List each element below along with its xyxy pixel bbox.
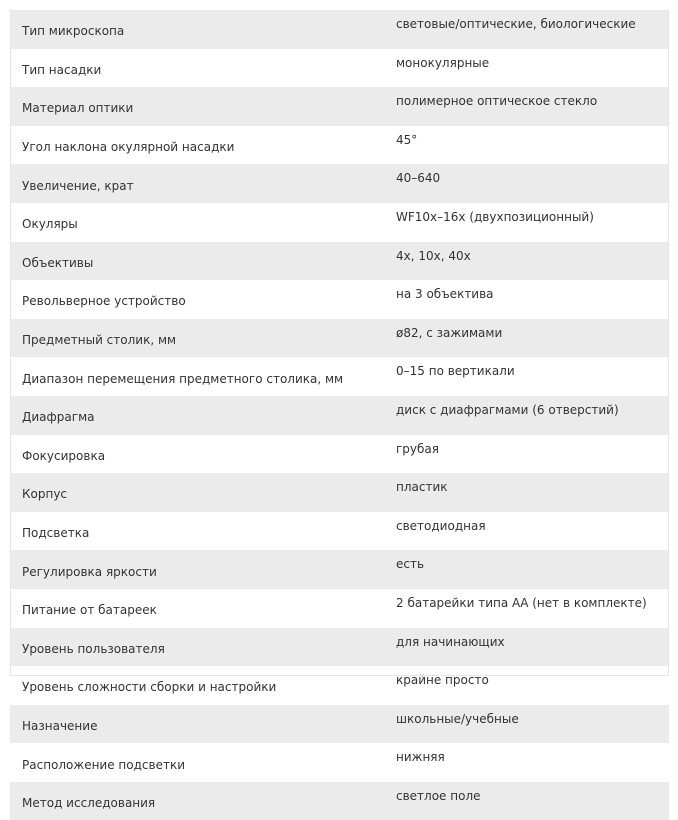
spec-value: световые/оптические, биологические: [382, 10, 669, 49]
spec-label: Диапазон перемещения предметного столика, мм: [10, 357, 382, 396]
table-row: [10, 357, 669, 396]
spec-label: Метод исследования: [10, 782, 382, 820]
spec-value: WF10x–16x (двухпозиционный): [382, 203, 669, 242]
table-row: [10, 396, 669, 435]
spec-label: Тип насадки: [10, 49, 382, 88]
table-row: [10, 280, 669, 319]
spec-value: светодиодная: [382, 512, 669, 551]
spec-value: для начинающих: [382, 628, 669, 667]
spec-value: светлое поле: [382, 782, 669, 820]
spec-label: Расположение подсветки: [10, 743, 382, 782]
spec-value: крайне просто: [382, 666, 669, 705]
table-row: [10, 743, 669, 782]
table-row: [10, 705, 669, 744]
spec-label: Корпус: [10, 473, 382, 512]
spec-value: школьные/учебные: [382, 705, 669, 744]
spec-label: Объективы: [10, 242, 382, 281]
spec-label: Револьверное устройство: [10, 280, 382, 319]
spec-value: ø82, с зажимами: [382, 319, 669, 358]
spec-label: Окуляры: [10, 203, 382, 242]
spec-label: Назначение: [10, 705, 382, 744]
table-row: [10, 242, 669, 281]
spec-label: Регулировка яркости: [10, 550, 382, 589]
table-row: [10, 782, 669, 820]
spec-value: 4x, 10x, 40x: [382, 242, 669, 281]
table-row: [10, 550, 669, 589]
spec-value: 45°: [382, 126, 669, 165]
table-row: [10, 473, 669, 512]
spec-label: Фокусировка: [10, 435, 382, 474]
spec-value: диск с диафрагмами (6 отверстий): [382, 396, 669, 435]
table-row: [10, 164, 669, 203]
specifications-table-body: [10, 10, 669, 820]
table-row: [10, 49, 669, 88]
spec-value: на 3 объектива: [382, 280, 669, 319]
spec-label: Диафрагма: [10, 396, 382, 435]
specifications-table: [10, 10, 669, 820]
spec-label: Материал оптики: [10, 87, 382, 126]
spec-value: есть: [382, 550, 669, 589]
spec-value: нижняя: [382, 743, 669, 782]
spec-label: Увеличение, крат: [10, 164, 382, 203]
table-row: [10, 512, 669, 551]
spec-label: Предметный столик, мм: [10, 319, 382, 358]
spec-value: монокулярные: [382, 49, 669, 88]
table-row: [10, 203, 669, 242]
spec-label: Уровень пользователя: [10, 628, 382, 667]
table-row: [10, 628, 669, 667]
table-row: [10, 87, 669, 126]
spec-value: 40–640: [382, 164, 669, 203]
spec-label: Подсветка: [10, 512, 382, 551]
spec-label: Тип микроскопа: [10, 10, 382, 49]
spec-label: Угол наклона окулярной насадки: [10, 126, 382, 165]
table-row: [10, 666, 669, 705]
spec-label: Питание от батареек: [10, 589, 382, 628]
table-row: [10, 319, 669, 358]
spec-value: 2 батарейки типа АА (нет в комплекте): [382, 589, 669, 628]
table-row: [10, 126, 669, 165]
table-row: [10, 589, 669, 628]
spec-value: грубая: [382, 435, 669, 474]
table-row: [10, 435, 669, 474]
spec-value: 0–15 по вертикали: [382, 357, 669, 396]
spec-value: полимерное оптическое стекло: [382, 87, 669, 126]
table-row: [10, 10, 669, 49]
spec-value: пластик: [382, 473, 669, 512]
spec-label: Уровень сложности сборки и настройки: [10, 666, 382, 705]
